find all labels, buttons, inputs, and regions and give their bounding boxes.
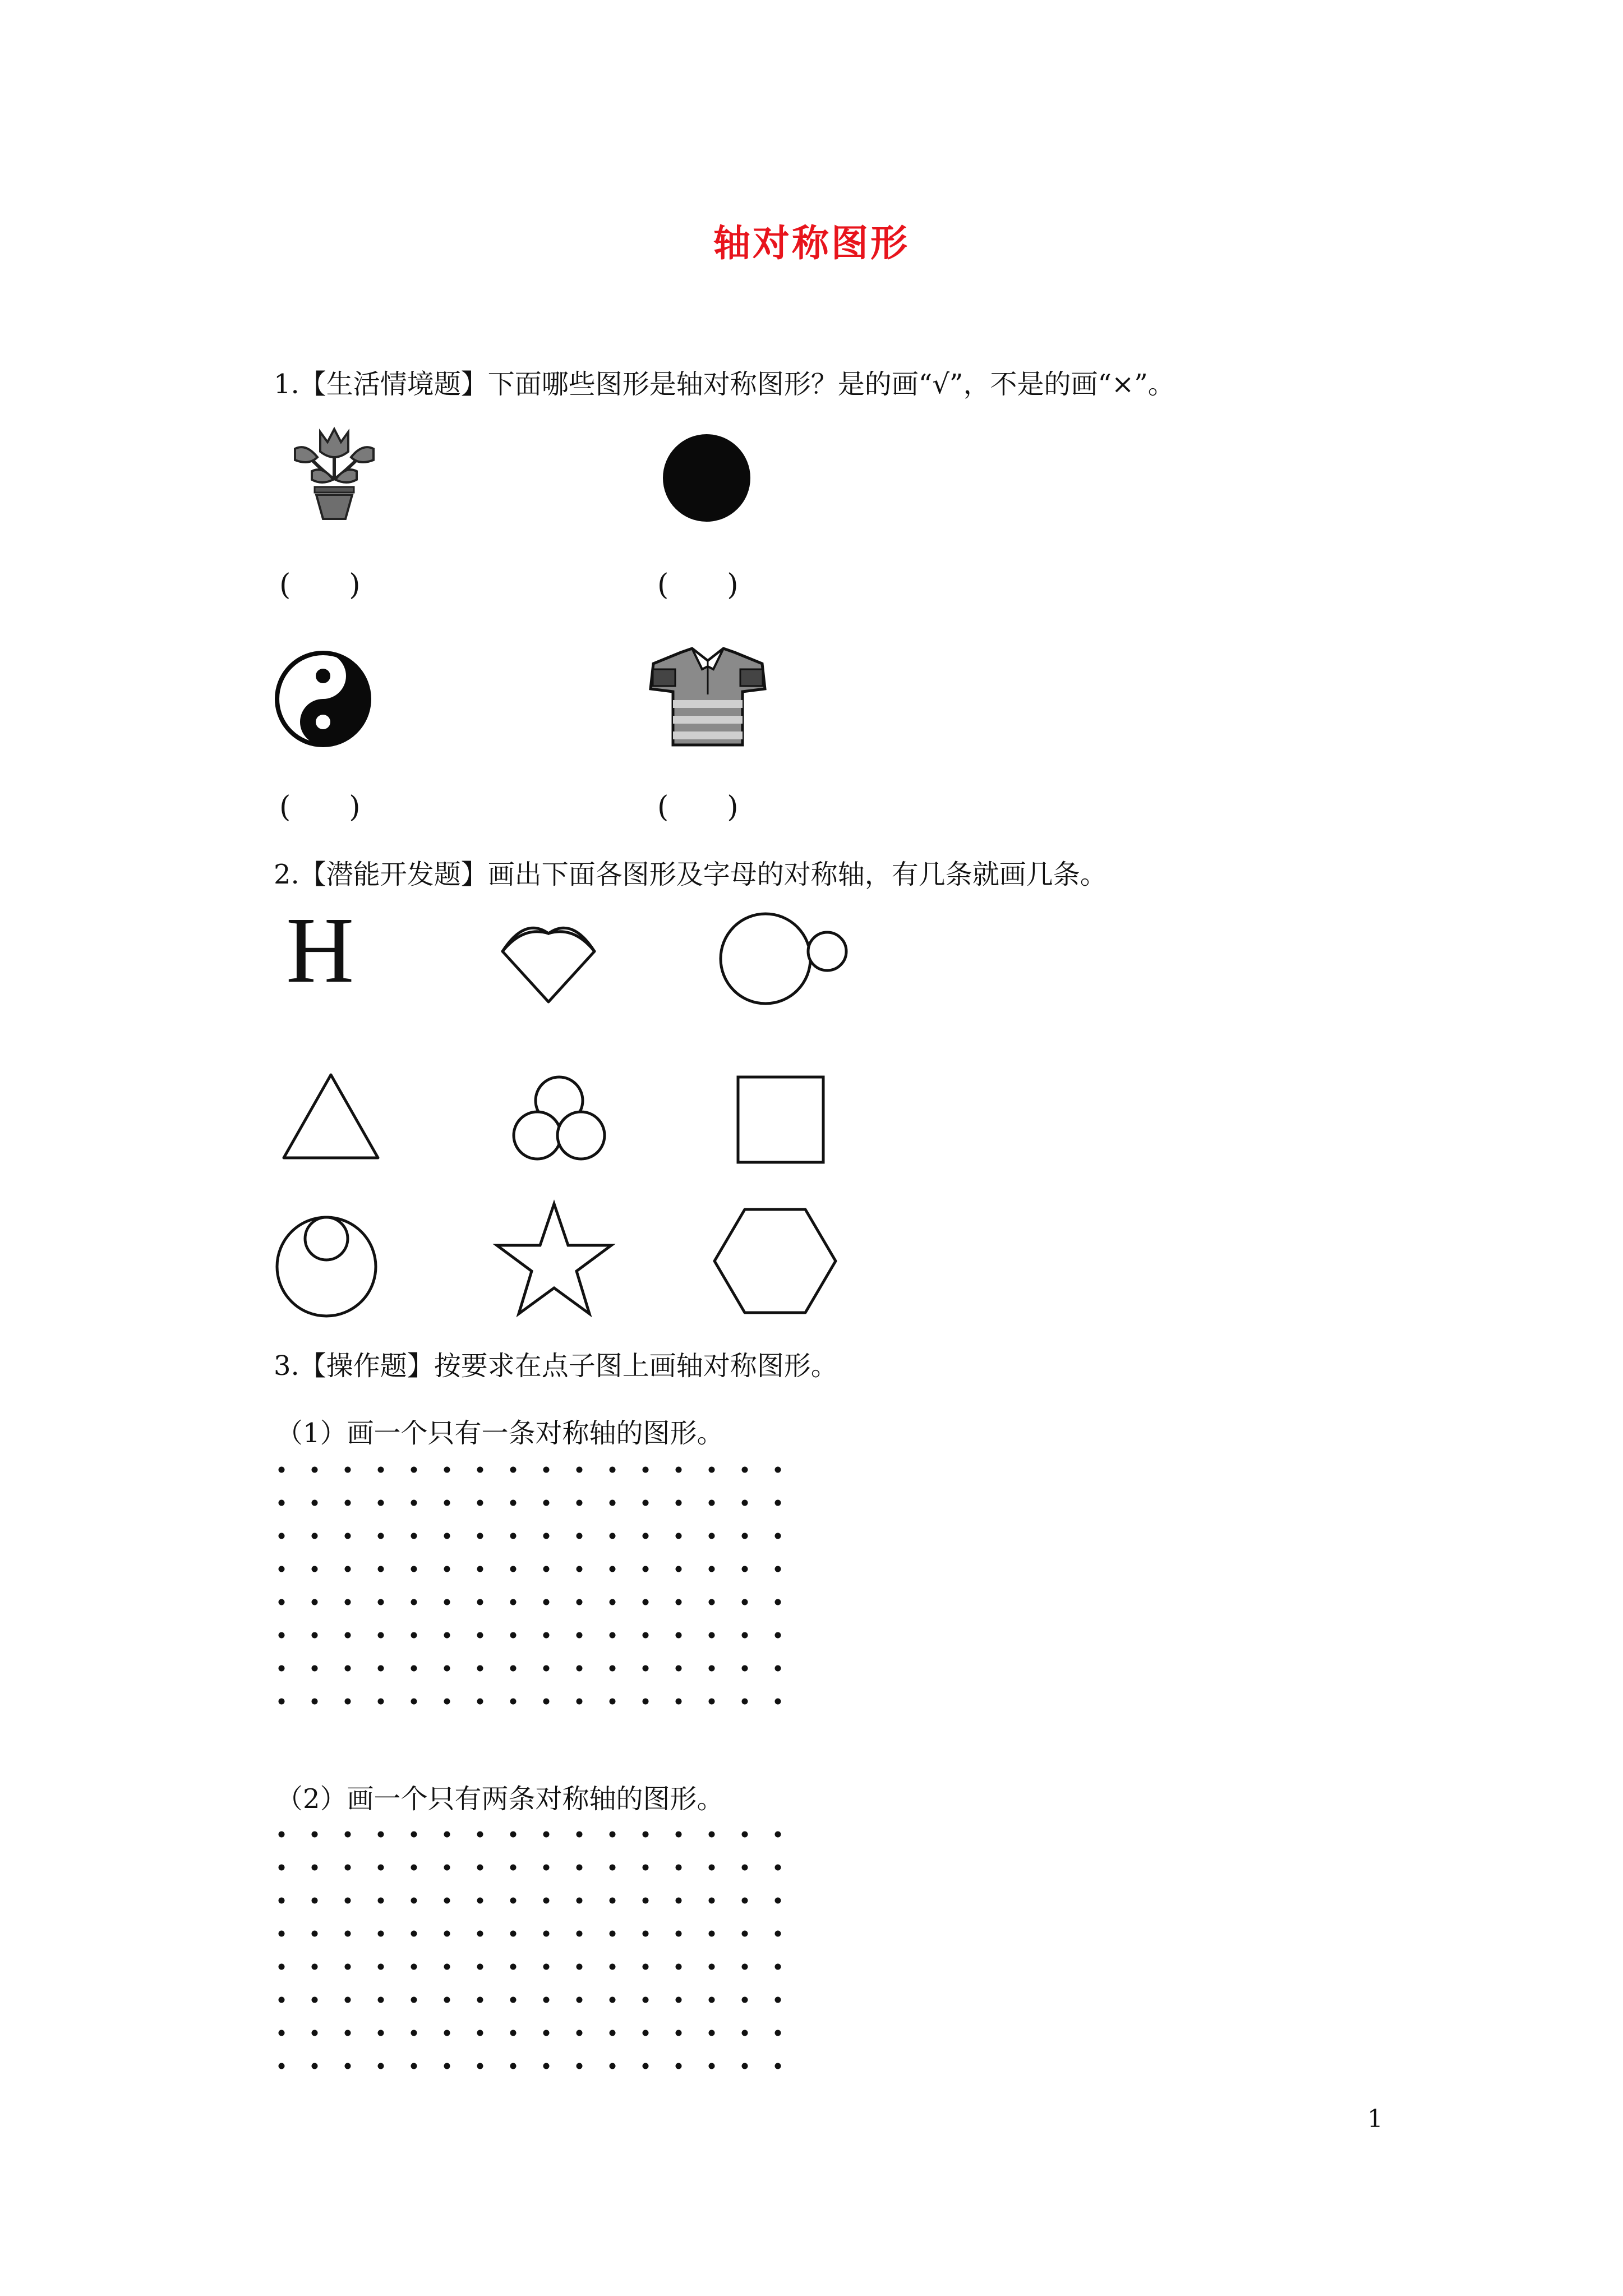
grid-dot[interactable] [543, 1566, 550, 1572]
grid-dot[interactable] [411, 1997, 417, 2003]
grid-dot[interactable] [775, 1865, 781, 1871]
grid-dot[interactable] [411, 1632, 417, 1639]
grid-dot[interactable] [411, 2063, 417, 2069]
tulip-pot-icon [289, 426, 379, 522]
grid-dot[interactable] [477, 1832, 483, 1838]
grid-dot[interactable] [477, 1599, 483, 1605]
grid-dot[interactable] [279, 1566, 285, 1572]
grid-dot[interactable] [345, 1566, 351, 1572]
grid-dot[interactable] [477, 1898, 483, 1904]
grid-dot[interactable] [444, 1599, 450, 1605]
grid-dot[interactable] [543, 2030, 550, 2036]
grid-dot[interactable] [444, 1865, 450, 1871]
grid-dot[interactable] [411, 1699, 417, 1705]
grid-dot[interactable] [577, 1665, 583, 1672]
grid-dot[interactable] [312, 2063, 318, 2069]
grid-dot[interactable] [543, 1467, 550, 1473]
grid-dot[interactable] [378, 1931, 384, 1937]
grid-dot[interactable] [775, 1566, 781, 1572]
grid-dot[interactable] [279, 1997, 285, 2003]
grid-dot[interactable] [676, 1699, 682, 1705]
grid-dot[interactable] [378, 2063, 384, 2069]
two-circles-icon [718, 911, 852, 1006]
grid-dot[interactable] [676, 2063, 682, 2069]
grid-dot[interactable] [643, 1997, 649, 2003]
grid-dot[interactable] [577, 1898, 583, 1904]
grid-dot[interactable] [775, 1997, 781, 2003]
grid-dot[interactable] [543, 1964, 550, 1970]
grid-dot[interactable] [444, 1898, 450, 1904]
grid-dot[interactable] [510, 1832, 517, 1838]
grid-dot[interactable] [775, 1599, 781, 1605]
grid-dot[interactable] [279, 1832, 285, 1838]
grid-dot[interactable] [477, 1533, 483, 1539]
hexagon-icon [712, 1206, 838, 1316]
grid-dot[interactable] [610, 1865, 616, 1871]
grid-dot[interactable] [577, 1832, 583, 1838]
grid-dot[interactable] [411, 1500, 417, 1506]
grid-dot[interactable] [444, 2030, 450, 2036]
grid-dot[interactable] [543, 1898, 550, 1904]
question-2-text: 2.【潜能开发题】画出下面各图形及字母的对称轴，有几条就画几条。 [274, 859, 1107, 890]
grid-dot[interactable] [477, 1566, 483, 1572]
grid-dot[interactable] [378, 1964, 384, 1970]
question-3-part-1: （1）画一个只有一条对称轴的图形。 [276, 1418, 724, 1449]
grid-dot[interactable] [709, 1699, 715, 1705]
grid-dot[interactable] [709, 2030, 715, 2036]
question-3-text: 3.【操作题】按要求在点子图上画轴对称图形。 [274, 1350, 838, 1382]
grid-dot[interactable] [312, 1931, 318, 1937]
grid-dot[interactable] [477, 1964, 483, 1970]
grid-dot[interactable] [709, 1599, 715, 1605]
grid-dot[interactable] [477, 1997, 483, 2003]
grid-dot[interactable] [577, 1533, 583, 1539]
grid-dot[interactable] [378, 1898, 384, 1904]
grid-dot[interactable] [378, 1467, 384, 1473]
grid-dot[interactable] [543, 1599, 550, 1605]
grid-dot[interactable] [643, 1665, 649, 1672]
grid-dot[interactable] [444, 1931, 450, 1937]
grid-dot[interactable] [709, 1632, 715, 1639]
grid-dot[interactable] [543, 2063, 550, 2069]
grid-dot[interactable] [643, 1898, 649, 1904]
grid-dot[interactable] [312, 1699, 318, 1705]
grid-dot[interactable] [577, 1566, 583, 1572]
grid-dot[interactable] [775, 1632, 781, 1639]
grid-dot[interactable] [444, 1533, 450, 1539]
grid-dot[interactable] [279, 1599, 285, 1605]
grid-dot[interactable] [643, 1699, 649, 1705]
grid-dot[interactable] [444, 1832, 450, 1838]
grid-dot[interactable] [610, 2030, 616, 2036]
grid-dot[interactable] [279, 1632, 285, 1639]
grid-dot[interactable] [577, 1500, 583, 1506]
grid-dot[interactable] [345, 1931, 351, 1937]
grid-dot[interactable] [345, 1865, 351, 1871]
grid-dot[interactable] [577, 1467, 583, 1473]
grid-dot[interactable] [345, 1533, 351, 1539]
grid-dot[interactable] [411, 1566, 417, 1572]
grid-dot[interactable] [577, 1599, 583, 1605]
grid-dot[interactable] [444, 2063, 450, 2069]
grid-dot[interactable] [378, 1865, 384, 1871]
grid-dot[interactable] [610, 1566, 616, 1572]
grid-dot[interactable] [411, 1931, 417, 1937]
grid-dot[interactable] [577, 2030, 583, 2036]
grid-dot[interactable] [510, 1997, 517, 2003]
grid-dot[interactable] [510, 1665, 517, 1672]
circle-in-circle-icon [275, 1215, 378, 1318]
grid-dot[interactable] [577, 2063, 583, 2069]
grid-dot[interactable] [510, 1599, 517, 1605]
grid-dot[interactable] [709, 1964, 715, 1970]
grid-dot[interactable] [742, 1865, 748, 1871]
grid-dot[interactable] [378, 1566, 384, 1572]
grid-dot[interactable] [279, 1533, 285, 1539]
grid-dot[interactable] [742, 2063, 748, 2069]
page-title: 轴对称图形 [713, 221, 910, 265]
grid-dot[interactable] [345, 1632, 351, 1639]
grid-dot[interactable] [477, 1931, 483, 1937]
grid-dot[interactable] [411, 1898, 417, 1904]
grid-dot[interactable] [444, 1500, 450, 1506]
grid-dot[interactable] [543, 1997, 550, 2003]
grid-dot[interactable] [676, 1665, 682, 1672]
question-1-text: 1.【生活情境题】下面哪些图形是轴对称图形？是的画“√”，不是的画“×”。 [274, 369, 1175, 400]
grid-dot[interactable] [411, 1832, 417, 1838]
grid-dot[interactable] [543, 1931, 550, 1937]
grid-dot[interactable] [312, 1865, 318, 1871]
grid-dot[interactable] [676, 1599, 682, 1605]
grid-dot[interactable] [378, 1632, 384, 1639]
grid-dot[interactable] [444, 1665, 450, 1672]
grid-dot[interactable] [610, 1632, 616, 1639]
grid-dot[interactable] [378, 1500, 384, 1506]
grid-dot[interactable] [444, 1699, 450, 1705]
grid-dot[interactable] [709, 1931, 715, 1937]
grid-dot[interactable] [676, 1898, 682, 1904]
grid-dot[interactable] [477, 1632, 483, 1639]
grid-dot[interactable] [477, 1665, 483, 1672]
grid-dot[interactable] [742, 1500, 748, 1506]
grid-dot[interactable] [543, 1632, 550, 1639]
grid-dot[interactable] [510, 1964, 517, 1970]
grid-dot[interactable] [775, 1665, 781, 1672]
grid-dot[interactable] [312, 2030, 318, 2036]
grid-dot[interactable] [378, 1599, 384, 1605]
star-icon [494, 1200, 615, 1318]
grid-dot[interactable] [742, 2030, 748, 2036]
grid-dot[interactable] [775, 1467, 781, 1473]
grid-dot[interactable] [411, 1665, 417, 1672]
grid-dot[interactable] [610, 1964, 616, 1970]
grid-dot[interactable] [775, 1533, 781, 1539]
grid-dot[interactable] [378, 1533, 384, 1539]
grid-dot[interactable] [709, 1500, 715, 1506]
grid-dot[interactable] [345, 1467, 351, 1473]
grid-dot[interactable] [477, 1500, 483, 1506]
grid-dot[interactable] [742, 1533, 748, 1539]
grid-dot[interactable] [477, 2030, 483, 2036]
grid-dot[interactable] [709, 2063, 715, 2069]
yin-yang-icon [275, 651, 371, 747]
grid-dot[interactable] [543, 1533, 550, 1539]
grid-dot[interactable] [643, 1931, 649, 1937]
grid-dot[interactable] [312, 1533, 318, 1539]
grid-dot[interactable] [775, 1931, 781, 1937]
grid-dot[interactable] [577, 1997, 583, 2003]
grid-dot[interactable] [510, 1500, 517, 1506]
grid-dot[interactable] [279, 1898, 285, 1904]
grid-dot[interactable] [643, 1964, 649, 1970]
grid-dot[interactable] [577, 1865, 583, 1871]
grid-dot[interactable] [345, 2063, 351, 2069]
grid-dot[interactable] [643, 1500, 649, 1506]
grid-dot[interactable] [643, 2063, 649, 2069]
grid-dot[interactable] [543, 1865, 550, 1871]
grid-dot[interactable] [279, 2030, 285, 2036]
grid-dot[interactable] [510, 1699, 517, 1705]
grid-dot[interactable] [345, 1500, 351, 1506]
grid-dot[interactable] [378, 1665, 384, 1672]
grid-dot[interactable] [610, 1832, 616, 1838]
grid-dot[interactable] [477, 1467, 483, 1473]
grid-dot[interactable] [577, 1632, 583, 1639]
grid-dot[interactable] [676, 1500, 682, 1506]
grid-dot[interactable] [378, 1832, 384, 1838]
grid-dot[interactable] [742, 1832, 748, 1838]
grid-dot[interactable] [643, 1865, 649, 1871]
page-number: 1 [1367, 2105, 1383, 2133]
grid-dot[interactable] [676, 1964, 682, 1970]
question-3-part-2: （2）画一个只有两条对称轴的图形。 [276, 1783, 724, 1815]
grid-dot[interactable] [510, 1931, 517, 1937]
grid-dot[interactable] [477, 1699, 483, 1705]
grid-dot[interactable] [610, 1898, 616, 1904]
grid-dot[interactable] [312, 1599, 318, 1605]
grid-dot[interactable] [510, 2030, 517, 2036]
grid-dot[interactable] [775, 1699, 781, 1705]
grid-dot[interactable] [345, 1699, 351, 1705]
grid-dot[interactable] [279, 2063, 285, 2069]
grid-dot[interactable] [775, 1832, 781, 1838]
grid-dot[interactable] [610, 1500, 616, 1506]
grid-dot[interactable] [775, 1500, 781, 1506]
grid-dot[interactable] [577, 1964, 583, 1970]
square-icon [736, 1075, 826, 1165]
grid-dot[interactable] [279, 1665, 285, 1672]
answer-blank-4[interactable]: ( ) [657, 790, 739, 824]
letter-h: H [286, 898, 354, 1002]
grid-dot[interactable] [709, 1997, 715, 2003]
grid-dot[interactable] [643, 1632, 649, 1639]
heart-icon [498, 914, 599, 1004]
grid-dot[interactable] [510, 1533, 517, 1539]
grid-dot[interactable] [709, 1865, 715, 1871]
grid-dot[interactable] [610, 1599, 616, 1605]
grid-dot[interactable] [345, 1997, 351, 2003]
grid-dot[interactable] [345, 1832, 351, 1838]
grid-dot[interactable] [643, 1599, 649, 1605]
grid-dot[interactable] [312, 1832, 318, 1838]
grid-dot[interactable] [643, 1467, 649, 1473]
grid-dot[interactable] [510, 1865, 517, 1871]
grid-dot[interactable] [643, 1832, 649, 1838]
answer-blank-3[interactable]: ( ) [279, 790, 361, 824]
grid-dot[interactable] [676, 1997, 682, 2003]
grid-dot[interactable] [742, 1997, 748, 2003]
grid-dot[interactable] [444, 1632, 450, 1639]
grid-dot[interactable] [610, 1533, 616, 1539]
answer-blank-2[interactable]: ( ) [657, 568, 739, 602]
grid-dot[interactable] [279, 1467, 285, 1473]
grid-dot[interactable] [676, 1865, 682, 1871]
grid-dot[interactable] [742, 1599, 748, 1605]
grid-dot[interactable] [610, 1467, 616, 1473]
grid-dot[interactable] [312, 1566, 318, 1572]
grid-dot[interactable] [742, 1632, 748, 1639]
grid-dot[interactable] [510, 1566, 517, 1572]
grid-dot[interactable] [775, 2030, 781, 2036]
grid-dot[interactable] [610, 2063, 616, 2069]
grid-dot[interactable] [345, 1898, 351, 1904]
grid-dot[interactable] [345, 1665, 351, 1672]
grid-dot[interactable] [610, 1665, 616, 1672]
grid-dot[interactable] [742, 1964, 748, 1970]
grid-dot[interactable] [510, 1467, 517, 1473]
grid-dot[interactable] [543, 1699, 550, 1705]
grid-dot[interactable] [279, 1931, 285, 1937]
triangle-icon [280, 1071, 381, 1161]
grid-dot[interactable] [378, 2030, 384, 2036]
grid-dot[interactable] [312, 1665, 318, 1672]
grid-dot[interactable] [577, 1699, 583, 1705]
grid-dot[interactable] [444, 1997, 450, 2003]
grid-dot[interactable] [378, 1699, 384, 1705]
grid-dot[interactable] [444, 1566, 450, 1572]
grid-dot[interactable] [709, 1898, 715, 1904]
grid-dot[interactable] [279, 1699, 285, 1705]
grid-dot[interactable] [676, 1467, 682, 1473]
grid-dot[interactable] [742, 1665, 748, 1672]
grid-dot[interactable] [411, 2030, 417, 2036]
grid-dot[interactable] [676, 1832, 682, 1838]
grid-dot[interactable] [510, 2063, 517, 2069]
grid-dot[interactable] [312, 1898, 318, 1904]
dot-grid-2[interactable] [277, 1830, 787, 2077]
grid-dot[interactable] [312, 1632, 318, 1639]
grid-dot[interactable] [411, 1533, 417, 1539]
grid-dot[interactable] [444, 1964, 450, 1970]
grid-dot[interactable] [676, 2030, 682, 2036]
grid-dot[interactable] [312, 1467, 318, 1473]
grid-dot[interactable] [345, 2030, 351, 2036]
grid-dot[interactable] [742, 1931, 748, 1937]
grid-dot[interactable] [709, 1832, 715, 1838]
answer-blank-1[interactable]: ( ) [279, 568, 361, 602]
grid-dot[interactable] [510, 1898, 517, 1904]
grid-dot[interactable] [610, 1699, 616, 1705]
grid-dot[interactable] [378, 1997, 384, 2003]
grid-dot[interactable] [279, 1865, 285, 1871]
grid-dot[interactable] [610, 1997, 616, 2003]
grid-dot[interactable] [411, 1599, 417, 1605]
grid-dot[interactable] [411, 1467, 417, 1473]
grid-dot[interactable] [411, 1865, 417, 1871]
grid-dot[interactable] [543, 1832, 550, 1838]
grid-dot[interactable] [742, 1467, 748, 1473]
grid-dot[interactable] [577, 1931, 583, 1937]
three-circles-icon [511, 1073, 607, 1162]
grid-dot[interactable] [742, 1566, 748, 1572]
grid-dot[interactable] [543, 1665, 550, 1672]
grid-dot[interactable] [775, 2063, 781, 2069]
grid-dot[interactable] [643, 1566, 649, 1572]
grid-dot[interactable] [312, 1997, 318, 2003]
grid-dot[interactable] [676, 1566, 682, 1572]
shirt-icon [647, 644, 768, 751]
grid-dot[interactable] [676, 1632, 682, 1639]
grid-dot[interactable] [345, 1599, 351, 1605]
grid-dot[interactable] [709, 1533, 715, 1539]
grid-dot[interactable] [643, 1533, 649, 1539]
grid-dot[interactable] [643, 2030, 649, 2036]
grid-dot[interactable] [279, 1500, 285, 1506]
grid-dot[interactable] [312, 1500, 318, 1506]
grid-dot[interactable] [477, 2063, 483, 2069]
grid-dot[interactable] [444, 1467, 450, 1473]
black-circle-icon [661, 432, 753, 524]
grid-dot[interactable] [775, 1898, 781, 1904]
grid-dot[interactable] [411, 1964, 417, 1970]
grid-dot[interactable] [709, 1665, 715, 1672]
dot-grid-1[interactable] [277, 1465, 787, 1712]
grid-dot[interactable] [775, 1964, 781, 1970]
grid-dot[interactable] [543, 1500, 550, 1506]
grid-dot[interactable] [312, 1964, 318, 1970]
grid-dot[interactable] [279, 1964, 285, 1970]
grid-dot[interactable] [676, 1931, 682, 1937]
grid-dot[interactable] [477, 1865, 483, 1871]
grid-dot[interactable] [510, 1632, 517, 1639]
grid-dot[interactable] [610, 1931, 616, 1937]
grid-dot[interactable] [676, 1533, 682, 1539]
grid-dot[interactable] [709, 1566, 715, 1572]
grid-dot[interactable] [742, 1898, 748, 1904]
grid-dot[interactable] [709, 1467, 715, 1473]
grid-dot[interactable] [742, 1699, 748, 1705]
grid-dot[interactable] [345, 1964, 351, 1970]
